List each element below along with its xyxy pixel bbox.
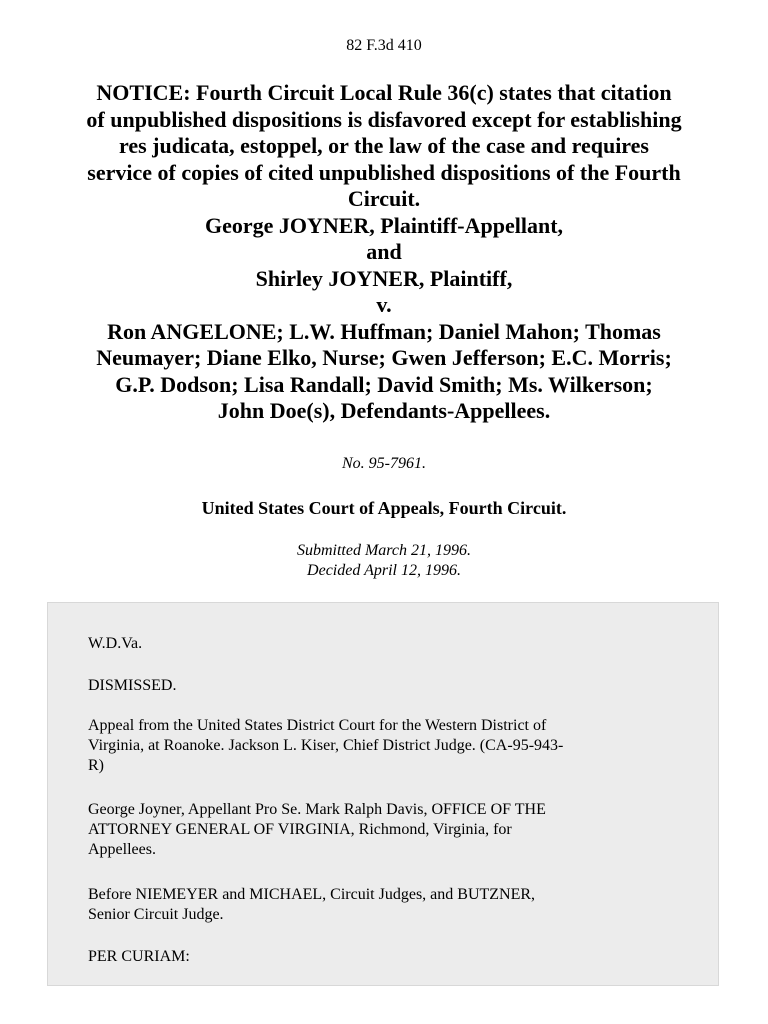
party-line: John Doe(s), Defendants-Appellees. <box>217 398 551 423</box>
notice-line: of unpublished dispositions is disfavored except for establishing <box>86 106 682 132</box>
case-summary-panel <box>47 602 719 986</box>
judges-paragraph <box>88 885 688 925</box>
appeal-line: R) <box>88 757 104 774</box>
party-line: Neumayer; Diane Elko, Nurse; Gwen Jefferson; E.C. Morris; <box>96 345 672 370</box>
submitted-date: Submitted March 21, 1996. <box>296 542 472 559</box>
court-name: United States Court of Appeals, Fourth Circuit. <box>201 498 567 518</box>
party-line: v. <box>376 292 392 317</box>
appeal-paragraph <box>88 716 688 776</box>
judges-line: Senior Circuit Judge. <box>88 906 224 923</box>
origin-court: W.D.Va. <box>88 635 143 652</box>
per-curiam: PER CURIAM: <box>88 948 190 965</box>
docket-number: No. 95-7961. <box>342 455 426 472</box>
notice-line: service of copies of cited unpublished dispositions of the Fourth <box>87 159 681 185</box>
notice-line: NOTICE: Fourth Circuit Local Rule 36(c) states that citation <box>96 80 672 105</box>
party-line: G.P. Dodson; Lisa Randall; David Smith; Ms. Wilkerson; <box>115 371 653 397</box>
counsel-paragraph <box>88 800 688 860</box>
appeal-line: Virginia, at Roanoke. Jackson L. Kiser, Chief District Judge. (CA-95-943- <box>88 737 564 754</box>
judges-line: Before NIEMEYER and MICHAEL, Circuit Judges, and BUTZNER, <box>88 886 536 903</box>
party-line: and <box>366 239 402 264</box>
decided-date: Decided April 12, 1996. <box>307 562 461 579</box>
notice-line: Circuit. <box>347 186 421 211</box>
party-line: Ron ANGELONE; L.W. Huffman; Daniel Mahon; Thomas <box>107 318 661 344</box>
counsel-line: George Joyner, Appellant Pro Se. Mark Ralph Davis, OFFICE OF THE <box>88 801 546 818</box>
case-caption <box>40 80 728 425</box>
party-line: George JOYNER, Plaintiff-Appellant, <box>204 212 564 238</box>
disposition: DISMISSED. <box>88 677 177 694</box>
notice-line: res judicata, estoppel, or the law of the case and requires <box>118 133 649 158</box>
party-line: Shirley JOYNER, Plaintiff, <box>255 265 513 291</box>
counsel-line: ATTORNEY GENERAL OF VIRGINIA, Richmond, Virginia, for <box>88 821 512 838</box>
case-citation: 82 F.3d 410 <box>346 37 422 54</box>
appeal-line: Appeal from the United States District Court for the Western District of <box>88 717 547 734</box>
case-dates <box>0 541 768 581</box>
counsel-line: Appellees. <box>88 841 156 858</box>
